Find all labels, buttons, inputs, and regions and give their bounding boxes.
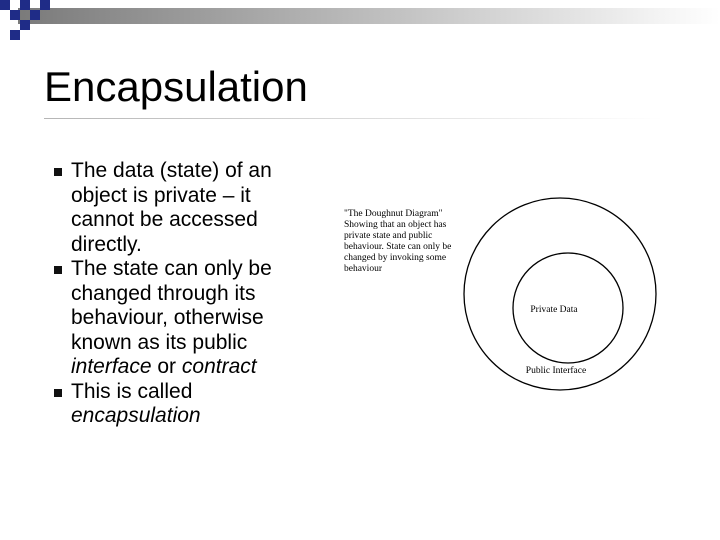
bullet-text: The data (state) of an object is private – it cannot be accessed directly. — [71, 159, 272, 256]
bullet-item — [54, 380, 304, 429]
deco-square — [20, 0, 30, 10]
diagram-caption: "The Doughnut Diagram" Showing that an object has private state and public behaviour. State can only be changed by invoking some behaviour — [344, 209, 452, 274]
deco-square — [40, 0, 50, 10]
deco-square — [20, 20, 30, 30]
square-bullet-icon — [54, 168, 62, 176]
top-gradient-band — [18, 8, 720, 24]
bullet-text: or — [151, 355, 182, 378]
bullet-text: This is called — [71, 379, 193, 403]
square-bullet-icon — [54, 266, 62, 274]
bullet-text-emphasis: encapsulation — [71, 404, 201, 427]
slide-title: Encapsulation — [44, 63, 308, 110]
bullet-list — [54, 159, 304, 429]
title-divider — [44, 118, 664, 119]
outer-circle-public-interface — [464, 198, 656, 390]
deco-square — [10, 10, 20, 20]
doughnut-diagram — [460, 188, 660, 400]
corner-decoration — [0, 0, 720, 48]
bullet-text: The state can only be changed through its behaviour, otherwise known as its public — [71, 257, 272, 354]
public-interface-label: Public Interface — [525, 366, 587, 376]
bullet-text-emphasis: interface — [71, 355, 152, 378]
square-bullet-icon — [54, 389, 62, 397]
bullet-item — [54, 159, 304, 257]
deco-square — [0, 0, 10, 10]
deco-square — [30, 10, 40, 20]
bullet-text-emphasis: contract — [181, 355, 257, 378]
bullet-item — [54, 257, 304, 380]
private-data-label: Private Data — [530, 305, 578, 315]
deco-square — [10, 30, 20, 40]
